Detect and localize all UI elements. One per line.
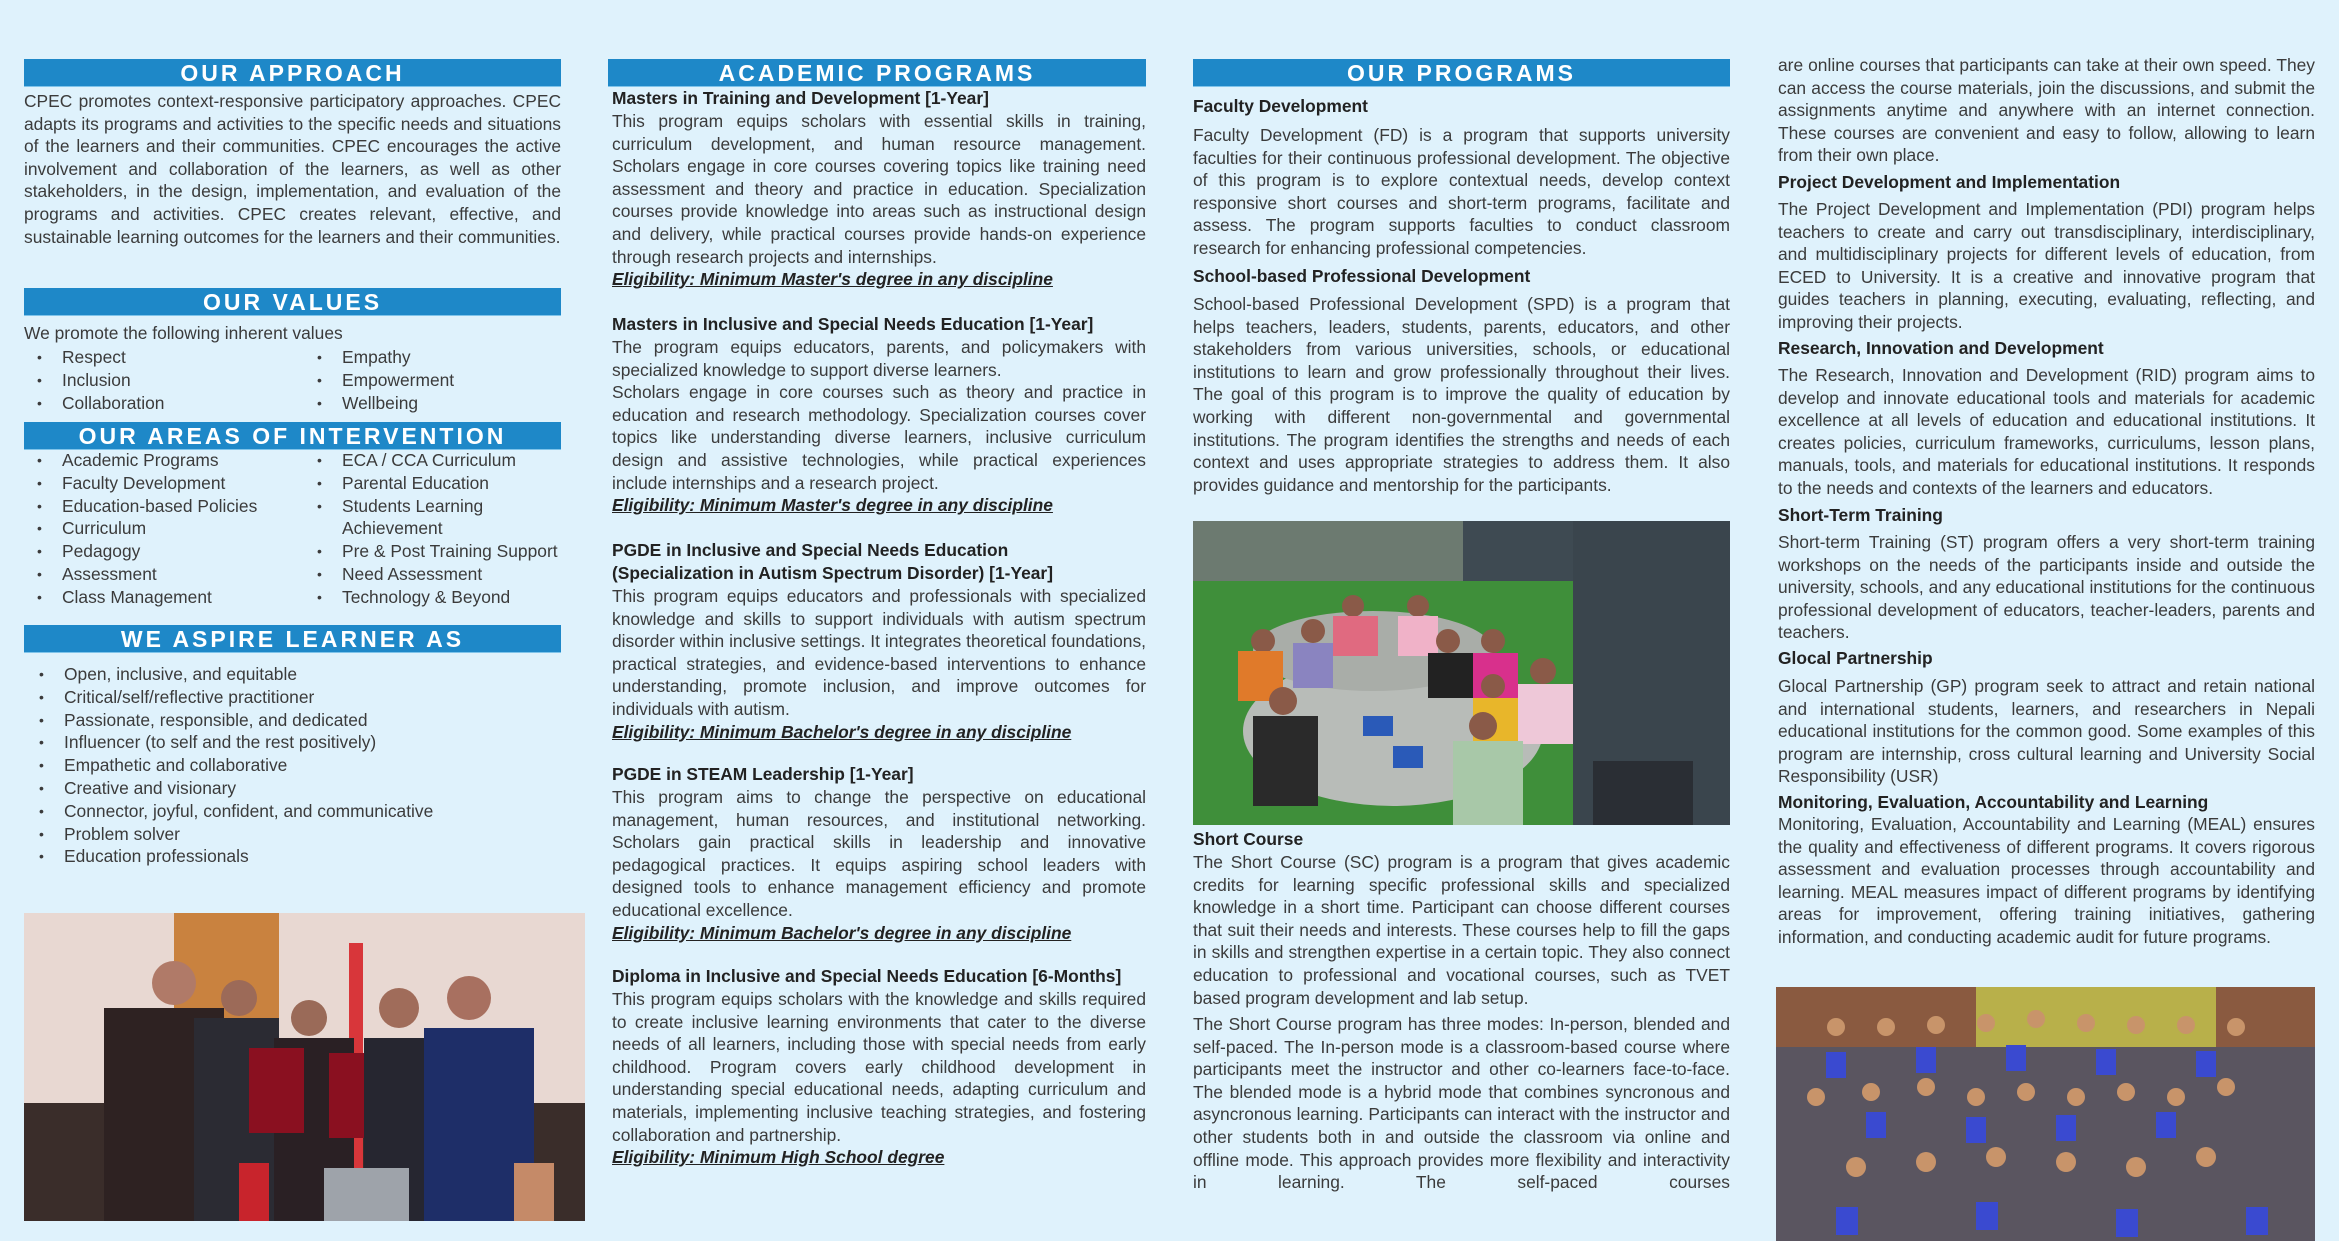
intervention-item: • Assessment <box>24 563 304 586</box>
faculty-development-text: Faculty Development (FD) is a program that supports university faculties for their continuous professional development. The objective of this program is to explore contextual needs, develop context responsive short courses and short-term programs, facilitate and assess. The program supports faculties to conduct classroom research for enhancing professional competencies. <box>1193 125 1730 258</box>
academic-programs-heading: ACADEMIC PROGRAMS <box>608 59 1146 87</box>
value-item: • Empowerment <box>304 369 574 392</box>
school-pd-text: School-based Professional Development (SPD) is a program that helps teachers, leaders, students, parents, educators, and other stakeholders from various universities, schools, or educational institutions to learn and grow professionally throughout their lives. The goal of this program is to improve the quality of education by working with different non-governmental and governmental institutions. The program identifies the strengths and needs of each context and uses appropriate strategies to address them. It also provides guidance and mentorship for the participants. <box>1193 294 1730 495</box>
approach-text: CPEC promotes context-responsive participatory approaches. CPEC adapts its programs and activities to the specific needs and situations of the learners and their communities. CPEC encourages the active involvement and collaboration of the learners, as well as other stakeholders, in the design, implementation, and evaluation of the programs and activities. CPEC creates relevant, effective, and sustainable learning outcomes for the learners and their communities. <box>24 91 561 247</box>
gp-title: Glocal Partnership <box>1778 648 1933 668</box>
stt-text: Short-term Training (ST) program offers a very short-term training workshops on the needs of the participants inside and outside the university, schools, and any educational institutions for the continuous professional development of educators, teacher-leaders, parents and teachers. <box>1778 532 2315 643</box>
value-item: • Collaboration <box>24 392 294 415</box>
value-item: • Respect <box>24 346 294 369</box>
pdi-title: Project Development and Implementation <box>1778 172 2121 192</box>
aspire-item: • Connector, joyful, confident, and communicative <box>26 800 546 823</box>
values-intro: We promote the following inherent values <box>24 323 343 343</box>
program-title: Masters in Inclusive and Special Needs Education [1-Year] <box>612 314 1094 334</box>
program-eligibility: Eligibility: Minimum Bachelor's degree in any discipline <box>612 922 1072 943</box>
program-description <box>612 336 1146 517</box>
program-text: This program equips educators and professionals with specialized knowledge and skills to support individuals with autism spectrum disorder within inclusive settings. It integrates theoretical foundations, practical strategies, and evidence-based interventions to enhance understanding, promote inclusion, and improve outcomes for individuals with autism. <box>612 586 1146 719</box>
program-text: Scholars engage in core courses such as theory and practice in education and research methodology. Specialization courses cover topics like understanding diverse learners, inclusive curriculum design and assistive technologies, while practical experiences include internships and a research project. <box>612 382 1146 493</box>
intervention-item: • Need Assessment <box>304 563 584 586</box>
aspire-item: • Open, inclusive, and equitable <box>26 663 546 686</box>
gp-text: Glocal Partnership (GP) program seek to attract and retain national and international students, learners, and researchers in Nepali educational institutions for the common good. Some examples of this program are internship, cross cultural learning and University Social Responsibility (USR) <box>1778 676 2315 787</box>
pdi-text: The Project Development and Implementation (PDI) program helps teachers to create and carry out transdisciplinary, interdisciplinary, and multidisciplinary projects for different levels of education, from ECED to University. It is a creative and innovative program that guides teachers in planning, executing, evaluating, reflecting, and improving their projects. <box>1778 199 2315 332</box>
aspire-item: • Critical/self/reflective practitioner <box>26 686 546 709</box>
intervention-heading: OUR AREAS OF INTERVENTION <box>24 422 561 450</box>
intervention-item: • Pedagogy <box>24 540 304 563</box>
aspire-item: • Passionate, responsible, and dedicated <box>26 709 546 732</box>
program-title: Diploma in Inclusive and Special Needs Education [6-Months] <box>612 966 1122 986</box>
rid-title: Research, Innovation and Development <box>1778 338 2104 358</box>
program-description <box>612 110 1146 291</box>
school-pd-title: School-based Professional Development <box>1193 266 1531 286</box>
group-certificates-photo <box>1776 987 2315 1241</box>
meal-text: Monitoring, Evaluation, Accountability and Learning (MEAL) ensures the quality and effectiveness of different programs. It covers rigorous assessment and evaluation processes through accountability and learning. MEAL measures impact of different programs by identifying areas for improvement, offering training initiatives, gathering information, and conducting academic audit for future programs. <box>1778 814 2315 947</box>
intervention-item: • Pre & Post Training Support <box>304 540 584 563</box>
program-description <box>612 585 1146 743</box>
program-eligibility: Eligibility: Minimum High School degree <box>612 1147 945 1168</box>
aspire-item: • Education professionals <box>26 845 546 868</box>
stt-title: Short-Term Training <box>1778 505 1943 525</box>
faculty-development-title: Faculty Development <box>1193 96 1368 116</box>
program-text: This program equips scholars with the knowledge and skills required to create inclusive learning environments that cater to the diverse needs of all learners, including those with special needs from early childhood. Program covers early childhood development in understanding special educational needs, adapting curriculum and materials, implementing inclusive teaching strategies, and fostering collaboration and partnership. <box>612 989 1146 1145</box>
intervention-list-right <box>304 449 584 609</box>
program-eligibility: Eligibility: Minimum Master's degree in any discipline <box>612 269 1053 290</box>
short-course-text: The Short Course (SC) program is a program that gives academic credits for learning specific professional skills and specialized knowledge in a short time. Participant can choose different courses that suit their needs and interests. These courses help to fill the gaps in skills and strengthen expertise in a certain topic. They also connect education to professional and vocational courses, such as TVET based program development and lab setup. <box>1193 852 1730 1008</box>
intervention-item: • Parental Education <box>304 472 584 495</box>
rid-text: The Research, Innovation and Development (RID) program aims to develop and innovate educational tools and materials for academic excellence at all levels of education and educational institutions. It creates policies, curriculum frameworks, curriculums, lesson plans, manuals, tools, and materials for educational institutions. It responds to the needs and contexts of the learners and educators. <box>1778 365 2315 498</box>
intervention-item: • Education-based Policies <box>24 495 304 518</box>
meal-title: Monitoring, Evaluation, Accountability and Learning <box>1778 792 2209 812</box>
intervention-item: • ECA / CCA Curriculum <box>304 449 584 472</box>
program-text: This program equips scholars with essential skills in training, curriculum development, and human resource management. Scholars engage in core courses covering topics like training need assessment and theory and practice in education. Specialization courses provide knowledge into areas such as instructional design and delivery, while practical courses provide hands-on experience through research projects and internships. <box>612 111 1146 267</box>
program-eligibility: Eligibility: Minimum Bachelor's degree in any discipline <box>612 721 1072 742</box>
program-description <box>612 786 1146 944</box>
program-title <box>612 539 1152 584</box>
program-title-line2: (Specialization in Autism Spectrum Disorder) [1-Year] <box>612 562 1053 583</box>
intervention-item: • Curriculum <box>24 517 304 540</box>
values-list-left <box>24 346 294 414</box>
intervention-item: • Academic Programs <box>24 449 304 472</box>
program-title-line1: PGDE in Inclusive and Special Needs Education <box>612 540 1009 560</box>
classroom-photo <box>1193 521 1730 825</box>
values-heading: OUR VALUES <box>24 288 561 316</box>
aspire-item: • Influencer (to self and the rest positively) <box>26 731 546 754</box>
program-title: PGDE in STEAM Leadership [1-Year] <box>612 764 914 784</box>
program-title: Masters in Training and Development [1-Year] <box>612 88 989 108</box>
intervention-list-left <box>24 449 304 609</box>
value-item: • Empathy <box>304 346 574 369</box>
intervention-item: • Faculty Development <box>24 472 304 495</box>
aspire-heading: WE ASPIRE LEARNER AS <box>24 625 561 653</box>
short-course-modes-text: The Short Course program has three modes: In-person, blended and self-paced. The In-person mode is a classroom-based course where participants meet the instructor and other co-learners face-to-face. The blended mode is a hybrid mode that combines syncronous and asyncronous learning. Participants can interact with the instructor and other students both in and outside the classroom via online and offline mode. This approach provides more flexibility and interactivity in learning. The self-paced courses <box>1193 1014 1730 1193</box>
value-item: • Inclusion <box>24 369 294 392</box>
program-text: The program equips educators, parents, and policymakers with specialized knowledge to support diverse learners. <box>612 337 1146 380</box>
approach-heading: OUR APPROACH <box>24 59 561 87</box>
aspire-item: • Creative and visionary <box>26 777 546 800</box>
self-paced-continued-text: are online courses that participants can take at their own speed. They can access the course materials, join the discussions, and submit the assignments anytime and anywhere with an internet connection. These courses are convenient and easy to follow, allowing to learn from their own place. <box>1778 55 2315 166</box>
value-item: • Wellbeing <box>304 392 574 415</box>
aspire-item: • Empathetic and collaborative <box>26 754 546 777</box>
mou-signing-photo <box>24 913 585 1221</box>
intervention-item: • Technology & Beyond <box>304 586 584 609</box>
program-description <box>612 988 1146 1169</box>
program-eligibility: Eligibility: Minimum Master's degree in any discipline <box>612 495 1053 516</box>
our-programs-heading: OUR PROGRAMS <box>1193 59 1730 87</box>
intervention-item: • Students Learning Achievement <box>304 495 522 541</box>
program-text: This program aims to change the perspective on educational management, human resources, and institutional networking. Scholars gain practical skills in leadership and innovative pedagogical practices. It equips aspiring school leaders with designed tools to enhance management efficiency and promote educational excellence. <box>612 787 1146 920</box>
short-course-title: Short Course <box>1193 829 1304 849</box>
aspire-item: • Problem solver <box>26 823 546 846</box>
values-list-right <box>304 346 574 414</box>
intervention-item: • Class Management <box>24 586 304 609</box>
aspire-list <box>26 663 546 868</box>
